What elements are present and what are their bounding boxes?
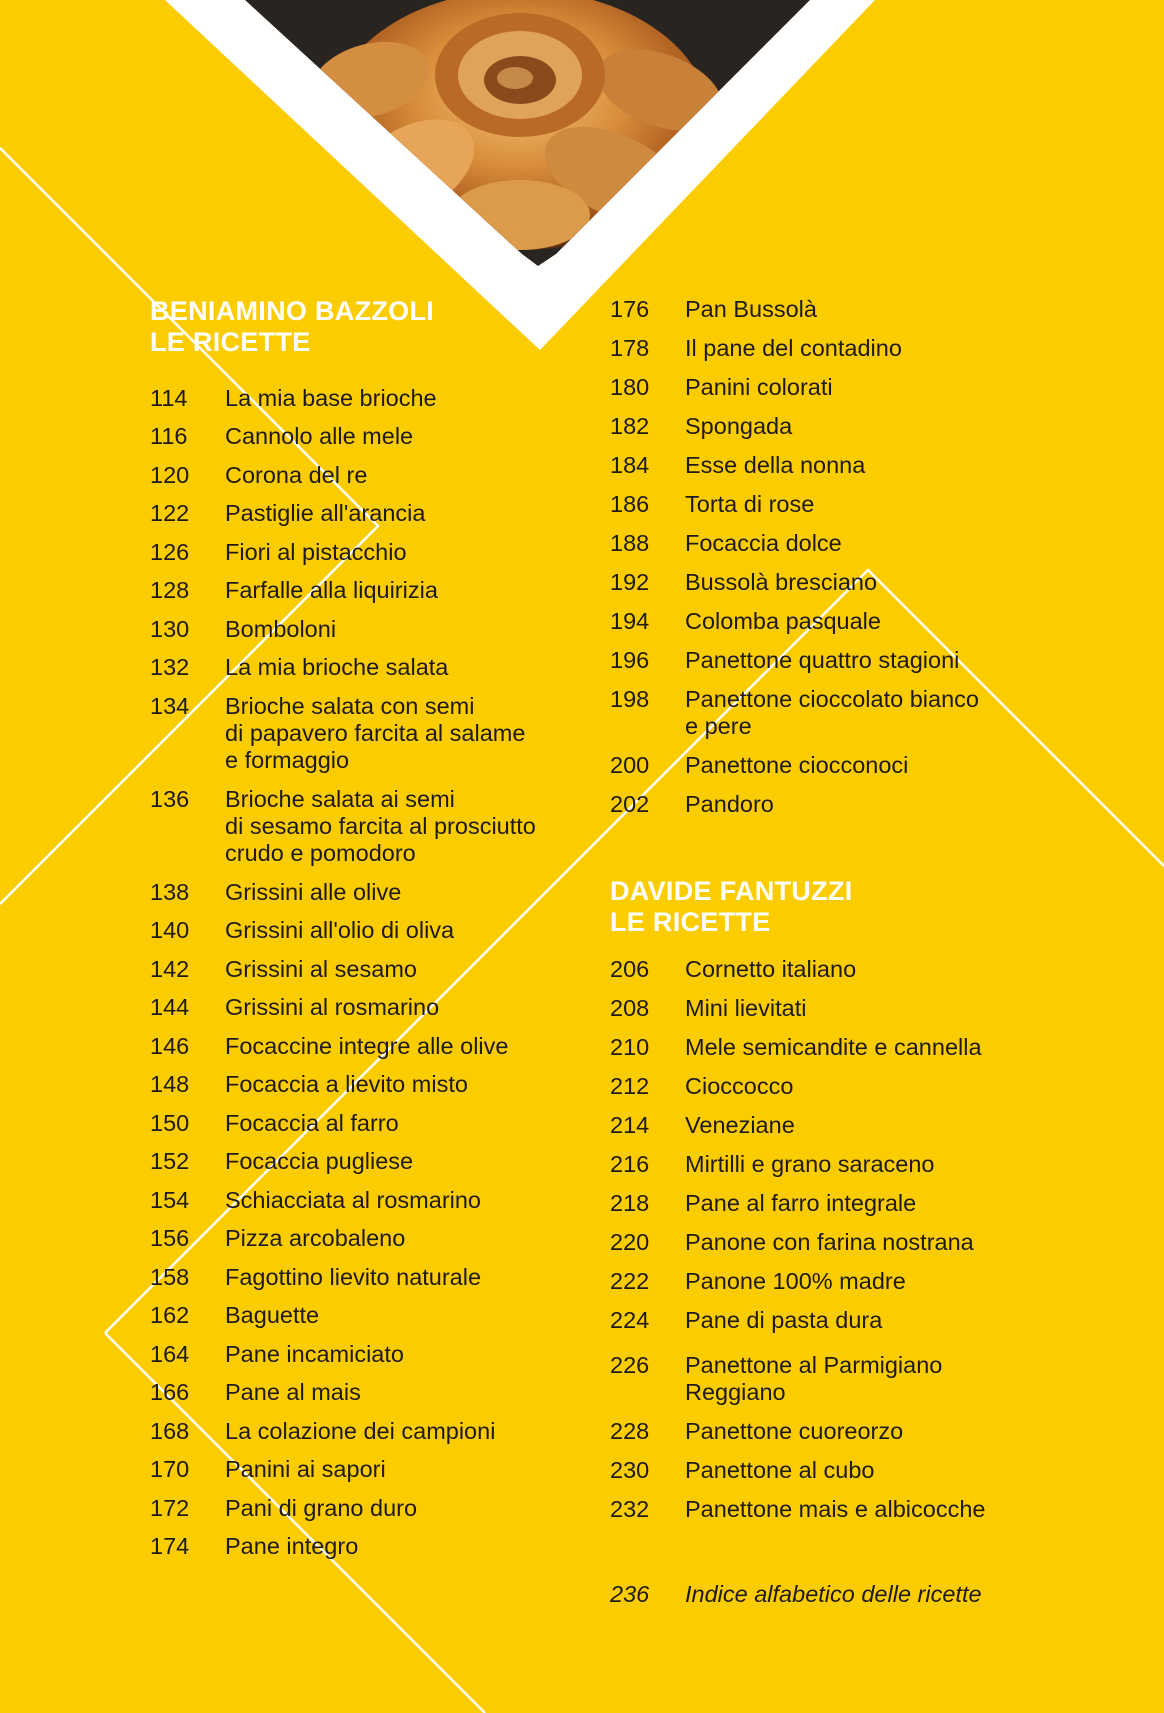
toc-recipe-title [685, 1151, 1030, 1178]
toc-recipe-title [685, 296, 1030, 323]
toc-recipe-title [685, 1112, 1030, 1139]
toc-recipe-title-line: Focaccia a lievito misto [225, 1071, 468, 1097]
toc-page-number: 170 [150, 1456, 190, 1482]
toc-recipe-title-line: Panone con farina nostrana [685, 1229, 974, 1255]
toc-page-number: 140 [150, 917, 190, 943]
toc-recipe-title [685, 608, 1030, 635]
toc-recipe-title [225, 1110, 570, 1137]
toc-recipe-title-line: Pane al mais [225, 1379, 361, 1405]
toc-recipe-title [685, 791, 1030, 818]
toc-page-number: 146 [150, 1033, 190, 1059]
toc-recipe-title-line: Brioche salata ai semi [225, 786, 455, 812]
toc-page-number: 232 [610, 1496, 650, 1522]
toc-recipe-title-line: Pizza arcobaleno [225, 1225, 406, 1251]
toc-recipe-title [685, 956, 1030, 983]
toc-page-number: 168 [150, 1418, 190, 1444]
toc-recipe-title-line: Esse della nonna [685, 452, 866, 478]
toc-entry [150, 1302, 570, 1329]
toc-recipe-title-line: Panettone al Parmigiano [685, 1352, 943, 1378]
toc-recipe-title [225, 539, 570, 566]
toc-entry [150, 1225, 570, 1252]
toc-recipe-title [225, 423, 570, 450]
toc-recipe-title [225, 616, 570, 643]
toc-recipe-title-line: Pane incamiciato [225, 1341, 404, 1367]
toc-entry [150, 917, 570, 944]
toc-recipe-title-line: Cornetto italiano [685, 956, 857, 982]
toc-recipe-title-line: La mia brioche salata [225, 654, 449, 680]
toc-page-number: 128 [150, 577, 190, 603]
toc-page-number: 158 [150, 1264, 190, 1290]
toc-page-number: 196 [610, 647, 650, 673]
toc-recipe-title-line: Panettone ciocconoci [685, 752, 909, 778]
toc-page-number: 230 [610, 1457, 650, 1483]
toc-recipe-title [685, 335, 1030, 362]
toc-entry [610, 686, 1030, 740]
toc-recipe-title [685, 995, 1030, 1022]
toc-recipe-title [685, 1496, 1030, 1523]
toc-recipe-title-line: Colomba pasquale [685, 608, 881, 634]
toc-entry [150, 1148, 570, 1175]
toc-recipe-title [225, 1071, 570, 1098]
toc-page-number: 216 [610, 1151, 650, 1177]
toc-recipe-title [685, 1229, 1030, 1256]
toc-page-number: 138 [150, 879, 190, 905]
toc-recipe-title-line: Pani di grano duro [225, 1495, 418, 1521]
toc-recipe-title-line: Indice alfabetico delle ricette [685, 1581, 982, 1607]
toc-recipe-title-line: Farfalle alla liquirizia [225, 577, 438, 603]
toc-recipe-title-line: Pane integro [225, 1533, 359, 1559]
toc-recipe-title-line: Mele semicandite e cannella [685, 1034, 982, 1060]
toc-page-number: 192 [610, 569, 650, 595]
section-title-bazzoli: BENIAMINO BAZZOLI LE RICETTE [150, 296, 435, 357]
toc-recipe-title [225, 577, 570, 604]
toc-recipe-title-line: Grissini alle olive [225, 879, 402, 905]
toc-recipe-title-line: Corona del re [225, 462, 368, 488]
toc-recipe-title [685, 1307, 1030, 1334]
toc-recipe-title [225, 1302, 570, 1329]
toc-entry [610, 956, 1030, 983]
toc-recipe-title-line: Pandoro [685, 791, 774, 817]
toc-recipe-title [225, 462, 570, 489]
toc-page-number: 152 [150, 1148, 190, 1174]
toc-entry [610, 1190, 1030, 1217]
toc-recipe-title-line: Panini ai sapori [225, 1456, 386, 1482]
toc-page-number: 180 [610, 374, 650, 400]
toc-page-number: 214 [610, 1112, 650, 1138]
toc-entry [610, 530, 1030, 557]
toc-page-number: 164 [150, 1341, 190, 1367]
toc-recipe-title [685, 530, 1030, 557]
toc-entry [150, 786, 570, 867]
toc-entry [610, 452, 1030, 479]
toc-recipe-title [685, 569, 1030, 596]
toc-recipe-title [685, 413, 1030, 440]
toc-recipe-title [225, 693, 570, 774]
toc-recipe-title-line: Panini colorati [685, 374, 833, 400]
toc-entry [610, 647, 1030, 674]
toc-page-number: 132 [150, 654, 190, 680]
toc-recipe-title [685, 1418, 1030, 1445]
toc-recipe-title [685, 1034, 1030, 1061]
toc-recipe-title-line: Fagottino lievito naturale [225, 1264, 482, 1290]
toc-entry [150, 539, 570, 566]
toc-recipe-title [685, 374, 1030, 401]
toc-page-number: 166 [150, 1379, 190, 1405]
toc-recipe-title-line: Torta di rose [685, 491, 815, 517]
toc-recipe-title-line: Spongada [685, 413, 793, 439]
toc-page-number: 148 [150, 1071, 190, 1097]
toc-recipe-title [225, 500, 570, 527]
toc-recipe-title-line: Panettone cioccolato bianco [685, 686, 979, 712]
toc-page-number: 236 [610, 1581, 650, 1607]
toc-recipe-title [225, 385, 570, 412]
toc-page-number: 184 [610, 452, 650, 478]
toc-recipe-title-line: Focaccia dolce [685, 530, 842, 556]
toc-entry [150, 1264, 570, 1291]
toc-recipe-title [685, 1190, 1030, 1217]
toc-recipe-title-line: Pastiglie all'arancia [225, 500, 426, 526]
toc-page-number: 208 [610, 995, 650, 1021]
toc-recipe-title [685, 452, 1030, 479]
toc-entry [610, 1268, 1030, 1295]
toc-page-number: 200 [610, 752, 650, 778]
toc-recipe-title-line: Pane di pasta dura [685, 1307, 883, 1333]
toc-entry [610, 995, 1030, 1022]
toc-recipe-title [225, 1225, 570, 1252]
toc-entry [610, 1229, 1030, 1256]
toc-page-number: 194 [610, 608, 650, 634]
toc-entry [150, 423, 570, 450]
toc-recipe-title [225, 1033, 570, 1060]
toc-recipe-title-line: Schiacciata al rosmarino [225, 1187, 481, 1213]
toc-recipe-title-line: Panone 100% madre [685, 1268, 906, 1294]
toc-recipe-title [225, 879, 570, 906]
toc-entry [150, 1110, 570, 1137]
toc-entry [150, 1341, 570, 1368]
toc-entry [610, 791, 1030, 818]
toc-entry [150, 956, 570, 983]
section-title-fantuzzi: DAVIDE FANTUZZI LE RICETTE [610, 876, 853, 937]
toc-recipe-title-line: Grissini al rosmarino [225, 994, 440, 1020]
toc-page-number: 126 [150, 539, 190, 565]
toc-page-number: 120 [150, 462, 190, 488]
toc-entry [150, 1533, 570, 1560]
toc-page-number: 210 [610, 1034, 650, 1060]
toc-entry [150, 994, 570, 1021]
toc-page-number: 154 [150, 1187, 190, 1213]
toc-entry [610, 413, 1030, 440]
toc-entry [150, 616, 570, 643]
toc-page-number: 202 [610, 791, 650, 817]
toc-entry [150, 693, 570, 774]
toc-recipe-title-line: La colazione dei campioni [225, 1418, 496, 1444]
toc-recipe-title-line: Reggiano [685, 1379, 786, 1405]
toc-recipe-title-line: Fiori al pistacchio [225, 539, 407, 565]
toc-recipe-title-line: Mini lievitati [685, 995, 807, 1021]
toc-page-number: 212 [610, 1073, 650, 1099]
toc-recipe-title-line: Il pane del contadino [685, 335, 902, 361]
toc-recipe-title-line: Panettone quattro stagioni [685, 647, 960, 673]
toc-recipe-title [225, 1379, 570, 1406]
toc-recipe-title-line: Grissini all'olio di oliva [225, 917, 455, 943]
toc-page-number: 142 [150, 956, 190, 982]
toc-page-number: 218 [610, 1190, 650, 1216]
toc-entry [610, 296, 1030, 323]
toc-recipe-title-line: e pere [685, 713, 752, 739]
toc-page-number: 156 [150, 1225, 190, 1251]
toc-recipe-title-line: Mirtilli e grano saraceno [685, 1151, 935, 1177]
toc-recipe-title [685, 1073, 1030, 1100]
toc-recipe-title [685, 686, 1030, 740]
toc-entry [610, 1457, 1030, 1484]
toc-entry [610, 335, 1030, 362]
toc-page-number: 130 [150, 616, 190, 642]
toc-page-number: 174 [150, 1533, 190, 1559]
toc-page-number: 178 [610, 335, 650, 361]
toc-page-number: 122 [150, 500, 190, 526]
toc-recipe-title-line: Focaccine integre alle olive [225, 1033, 509, 1059]
toc-entry [150, 654, 570, 681]
toc-recipe-title [225, 956, 570, 983]
toc-entry [150, 1071, 570, 1098]
toc-recipe-title [225, 1495, 570, 1522]
toc-entry [610, 569, 1030, 596]
toc-recipe-title-line: Focaccia al farro [225, 1110, 399, 1136]
toc-page-number: 222 [610, 1268, 650, 1294]
toc-entry [610, 1112, 1030, 1139]
toc-recipe-title [685, 1457, 1030, 1484]
toc-entry [610, 491, 1030, 518]
toc-recipe-title [225, 1148, 570, 1175]
toc-entry [610, 1418, 1030, 1445]
toc-recipe-title-line: Veneziane [685, 1112, 795, 1138]
toc-recipe-title [225, 1341, 570, 1368]
toc-recipe-title [225, 917, 570, 944]
toc-recipe-title [225, 1264, 570, 1291]
toc-entry [150, 462, 570, 489]
toc-entry [150, 1418, 570, 1445]
toc-entry [610, 608, 1030, 635]
toc-entry [610, 1581, 1030, 1608]
toc-recipe-title [685, 1581, 1030, 1608]
toc-page-number: 136 [150, 786, 190, 812]
deco-line-center-x [105, 570, 1164, 1333]
toc-entry [150, 500, 570, 527]
toc-recipe-title [225, 786, 570, 867]
toc-recipe-title-line: di sesamo farcita al prosciutto [225, 813, 536, 839]
toc-entry [150, 1379, 570, 1406]
toc-recipe-title-line: La mia base brioche [225, 385, 437, 411]
toc-recipe-title-line: Pan Bussolà [685, 296, 817, 322]
toc-page-number: 220 [610, 1229, 650, 1255]
toc-recipe-title-line: di papavero farcita al salame [225, 720, 526, 746]
toc-entry [610, 1151, 1030, 1178]
toc-page-number: 226 [610, 1352, 650, 1378]
toc-page-number: 134 [150, 693, 190, 719]
toc-recipe-title [225, 1533, 570, 1560]
toc-entry [610, 374, 1030, 401]
toc-recipe-title-line: Grissini al sesamo [225, 956, 417, 982]
toc-entry [610, 752, 1030, 779]
toc-entry [150, 879, 570, 906]
toc-recipe-title-line: Baguette [225, 1302, 320, 1328]
toc-entry [150, 1187, 570, 1214]
toc-entry [150, 1033, 570, 1060]
toc-recipe-title-line: crudo e pomodoro [225, 840, 416, 866]
toc-page-number: 162 [150, 1302, 190, 1328]
toc-entry [610, 1073, 1030, 1100]
toc-recipe-title-line: Bussolà bresciano [685, 569, 878, 595]
toc-page-number: 150 [150, 1110, 190, 1136]
toc-recipe-title [225, 1187, 570, 1214]
toc-page-number: 114 [150, 385, 188, 411]
toc-recipe-title-line: Cioccocco [685, 1073, 794, 1099]
toc-recipe-title-line: Brioche salata con semi [225, 693, 475, 719]
toc-entry [150, 1456, 570, 1483]
toc-page-number: 188 [610, 530, 650, 556]
toc-recipe-title [685, 1268, 1030, 1295]
toc-recipe-title-line: Panettone cuoreorzo [685, 1418, 904, 1444]
toc-entry [150, 1495, 570, 1522]
toc-recipe-title [225, 994, 570, 1021]
toc-page-number: 116 [150, 423, 188, 449]
toc-entry [610, 1307, 1030, 1334]
toc-page-number: 198 [610, 686, 650, 712]
toc-entry [610, 1352, 1030, 1406]
toc-page-number: 224 [610, 1307, 650, 1333]
toc-entry [150, 577, 570, 604]
toc-recipe-title [225, 654, 570, 681]
toc-recipe-title-line: e formaggio [225, 747, 350, 773]
toc-page-number: 182 [610, 413, 650, 439]
toc-page-number: 186 [610, 491, 650, 517]
toc-recipe-title [225, 1456, 570, 1483]
toc-page-number: 144 [150, 994, 190, 1020]
toc-page-number: 176 [610, 296, 650, 322]
toc-entry [610, 1034, 1030, 1061]
toc-entry [610, 1496, 1030, 1523]
toc-recipe-title [685, 752, 1030, 779]
toc-entry [150, 385, 570, 412]
toc-recipe-title-line: Bomboloni [225, 616, 337, 642]
toc-recipe-title-line: Focaccia pugliese [225, 1148, 414, 1174]
toc-recipe-title-line: Pane al farro integrale [685, 1190, 917, 1216]
toc-recipe-title [685, 647, 1030, 674]
toc-page-number: 228 [610, 1418, 650, 1444]
toc-recipe-title [685, 1352, 1030, 1406]
toc-page-number: 172 [150, 1495, 190, 1521]
toc-recipe-title [685, 491, 1030, 518]
toc-recipe-title-line: Cannolo alle mele [225, 423, 414, 449]
toc-recipe-title-line: Panettone al cubo [685, 1457, 875, 1483]
toc-recipe-title [225, 1418, 570, 1445]
toc-recipe-title-line: Panettone mais e albicocche [685, 1496, 986, 1522]
toc-page-number: 206 [610, 956, 650, 982]
